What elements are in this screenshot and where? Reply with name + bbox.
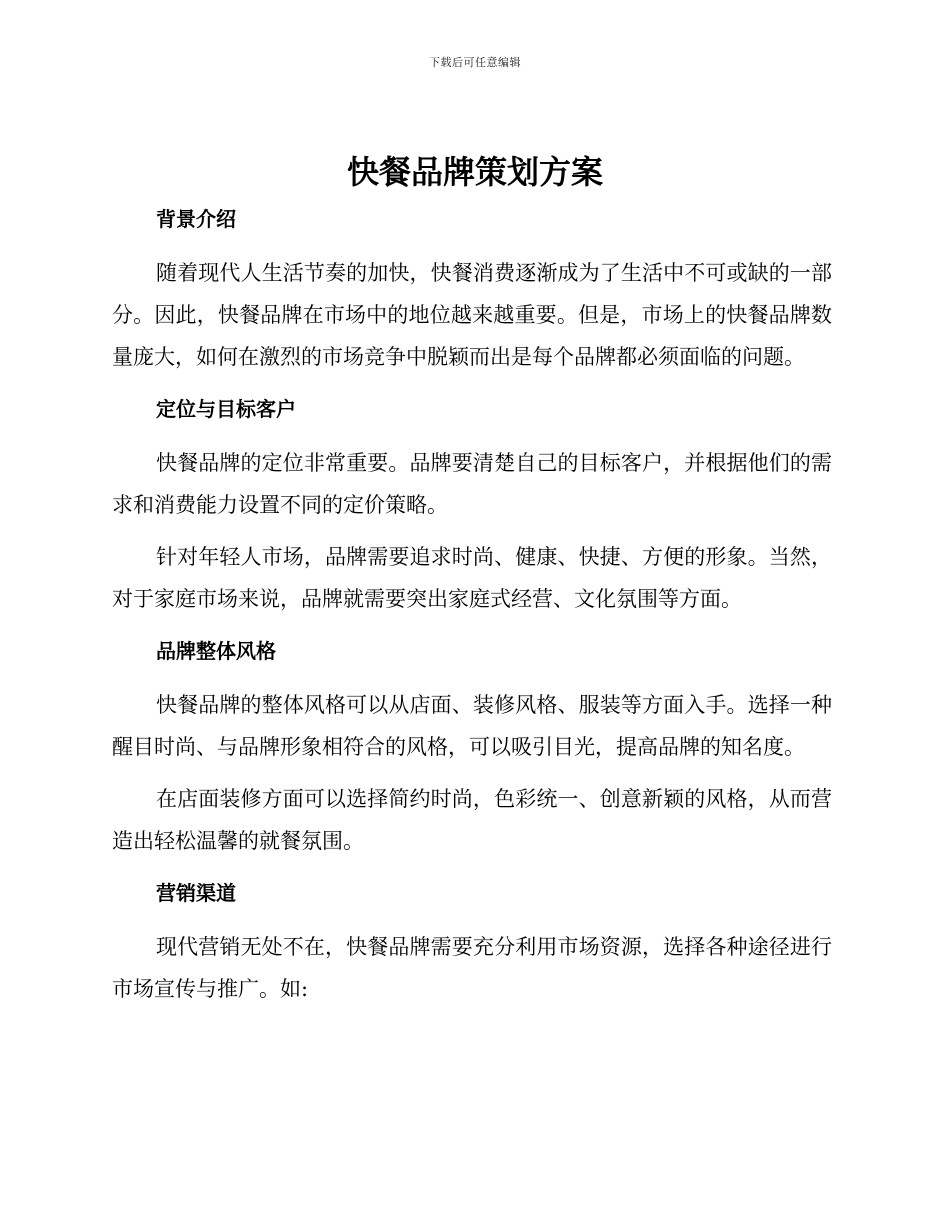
paragraph: 现代营销无处不在，快餐品牌需要充分利用市场资源，选择各种途径进行市场宣传与推广。如: <box>112 935 832 1001</box>
section-heading: 背景介绍 <box>156 207 236 231</box>
paragraph: 针对年轻人市场，品牌需要追求时尚、健康、快捷、方便的形象。当然，对于家庭市场来说，品牌就需要突出家庭式经营、文化氛围等方面。 <box>112 545 832 611</box>
section-background <box>112 198 832 378</box>
section-heading: 营销渠道 <box>156 881 236 905</box>
section-heading: 品牌整体风格 <box>156 639 276 663</box>
section-style <box>112 630 832 862</box>
paragraph: 快餐品牌的整体风格可以从店面、装修风格、服装等方面入手。选择一种醒目时尚、与品牌形象相符合的风格，可以吸引目光，提高品牌的知名度。 <box>112 693 832 759</box>
section-marketing <box>112 872 832 1010</box>
document-body <box>112 198 832 1010</box>
document-title: 快餐品牌策划方案 <box>346 153 603 191</box>
paragraph: 快餐品牌的定位非常重要。品牌要清楚自己的目标客户，并根据他们的需求和消费能力设置不同的定价策略。 <box>112 451 832 517</box>
paragraph: 在店面装修方面可以选择简约时尚，色彩统一、创意新颖的风格，从而营造出轻松温馨的就餐氛围。 <box>112 787 832 853</box>
paragraph: 随着现代人生活节奏的加快，快餐消费逐渐成为了生活中不可或缺的一部分。因此，快餐品牌在市场中的地位越来越重要。但是，市场上的快餐品牌数量庞大，如何在激烈的市场竞争中脱颖而出是每个品牌都必须面临的问题。 <box>112 261 832 369</box>
header-note: 下载后可任意编辑 <box>429 56 521 69</box>
section-positioning <box>112 388 832 620</box>
section-heading: 定位与目标客户 <box>156 397 296 421</box>
